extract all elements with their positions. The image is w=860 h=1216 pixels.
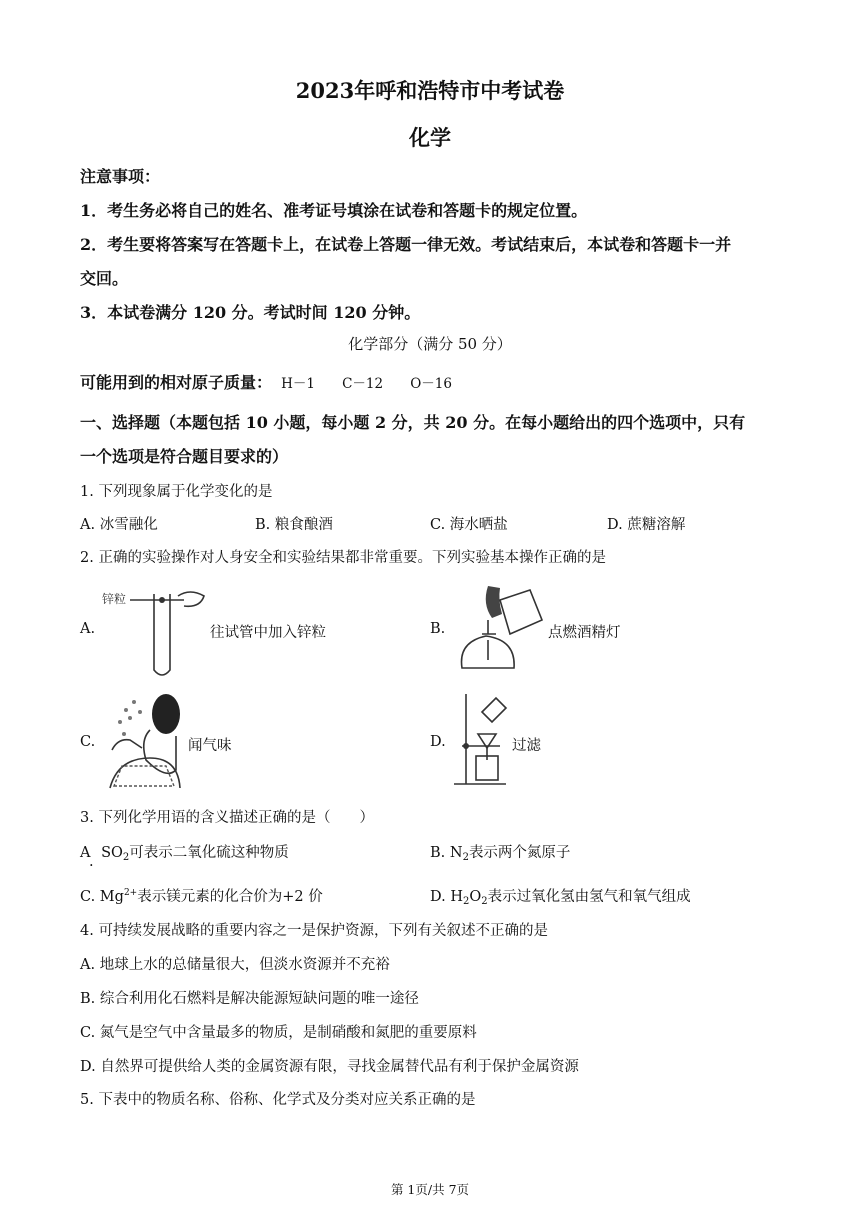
notice-item-3: 3．本试卷满分 120 分。考试时间 120 分钟。 <box>80 303 421 322</box>
test-tube-zinc-image <box>100 584 210 684</box>
q1-option-b: B. 粮食酿酒 <box>255 517 333 533</box>
zinc-label: 锌粒 <box>102 592 127 606</box>
q2-option-a-caption: 往试管中加入锌粒 <box>210 625 326 641</box>
q1-stem: 1. 下列现象属于化学变化的是 <box>80 484 273 500</box>
alcohol-lamp-image <box>448 580 548 672</box>
notice-heading: 注意事项： <box>80 167 161 186</box>
notice-item-1: 1．考生务必将自己的姓名、准考证号填涂在试卷和答题卡的规定位置。 <box>80 201 588 220</box>
atomic-mass-h: H－1 <box>281 376 315 392</box>
q4-option-b: B. 综合利用化石燃料是解决能源短缺问题的唯一途径 <box>80 991 419 1007</box>
q1-option-d: D. 蔗糖溶解 <box>607 517 686 533</box>
q3-option-a-letter: A <box>80 845 91 861</box>
q3-option-d: D. $H_2O_2$表示过氧化氢由氢气和氧气组成 <box>430 889 691 907</box>
q3-stem: 3. 下列化学用语的含义描述正确的是（ ） <box>80 810 374 826</box>
q3-option-b: B. $N_2$表示两个氮原子 <box>430 845 571 863</box>
q2-option-b-letter: B. <box>430 621 446 637</box>
q1-option-c: C. 海水晒盐 <box>430 517 508 533</box>
q2-option-c-caption: 闻气味 <box>188 738 232 754</box>
q4-stem: 4. 可持续发展战略的重要内容之一是保护资源，下列有关叙述不正确的是 <box>80 923 548 939</box>
q4-option-d: D. 自然界可提供给人类的金属资源有限，寻找金属替代品有利于保护金属资源 <box>80 1059 579 1075</box>
q3-option-a: A $SO_2$可表示二氧化硫这种物质 <box>80 845 289 863</box>
filtration-image <box>452 690 512 790</box>
atomic-mass-line <box>80 370 452 393</box>
q2-option-d-letter: D. <box>430 734 446 750</box>
q4-option-a: A. 地球上水的总储量很大，但淡水资源并不充裕 <box>80 957 390 973</box>
q5-stem: 5. 下表中的物质名称、俗称、化学式及分类对应关系正确的是 <box>80 1092 476 1108</box>
notice-item-2-line-2: 交回。 <box>80 269 129 288</box>
q3-option-c: C. $Mg^{2+}$表示镁元素的化合价为+2 价 <box>80 888 323 905</box>
q3-option-a-dot: . <box>89 854 94 870</box>
q4-option-c: C. 氮气是空气中含量最多的物质，是制硝酸和氮肥的重要原料 <box>80 1025 477 1041</box>
q2-option-a-letter: A. <box>80 621 96 637</box>
q2-option-c-letter: C. <box>80 734 96 750</box>
part1-heading-line-1: 一、选择题（本题包括 10 小题，每小题 2 分，共 20 分。在每小题给出的四个选项中，只有 <box>80 413 746 432</box>
page-number: 第 1页/共 7页 <box>390 1182 470 1197</box>
atomic-mass-c: C－12 <box>342 376 384 392</box>
part1-heading-line-2: 一个选项是符合题目要求的） <box>80 447 289 466</box>
notice-item-2-line-1: 2．考生要将答案写在答题卡上，在试卷上答题一律无效。考试结束后，本试卷和答题卡一并 <box>80 235 732 254</box>
q1-option-a: A. 冰雪融化 <box>80 517 158 533</box>
subject-title: 化学 <box>409 125 451 150</box>
q2-stem: 2. 正确的实验操作对人身安全和实验结果都非常重要。下列实验基本操作正确的是 <box>80 550 606 566</box>
q2-option-d-caption: 过滤 <box>512 738 541 754</box>
smelling-gas-image <box>100 690 184 790</box>
q2-option-b-caption: 点燃酒精灯 <box>548 625 621 641</box>
atomic-mass-o: O－16 <box>410 376 452 392</box>
exam-title: 2023年呼和浩特市中考试卷 <box>295 78 565 103</box>
section-title: 化学部分（满分 50 分） <box>348 335 512 353</box>
atomic-mass-label: 可能用到的相对原子质量： <box>80 373 273 392</box>
